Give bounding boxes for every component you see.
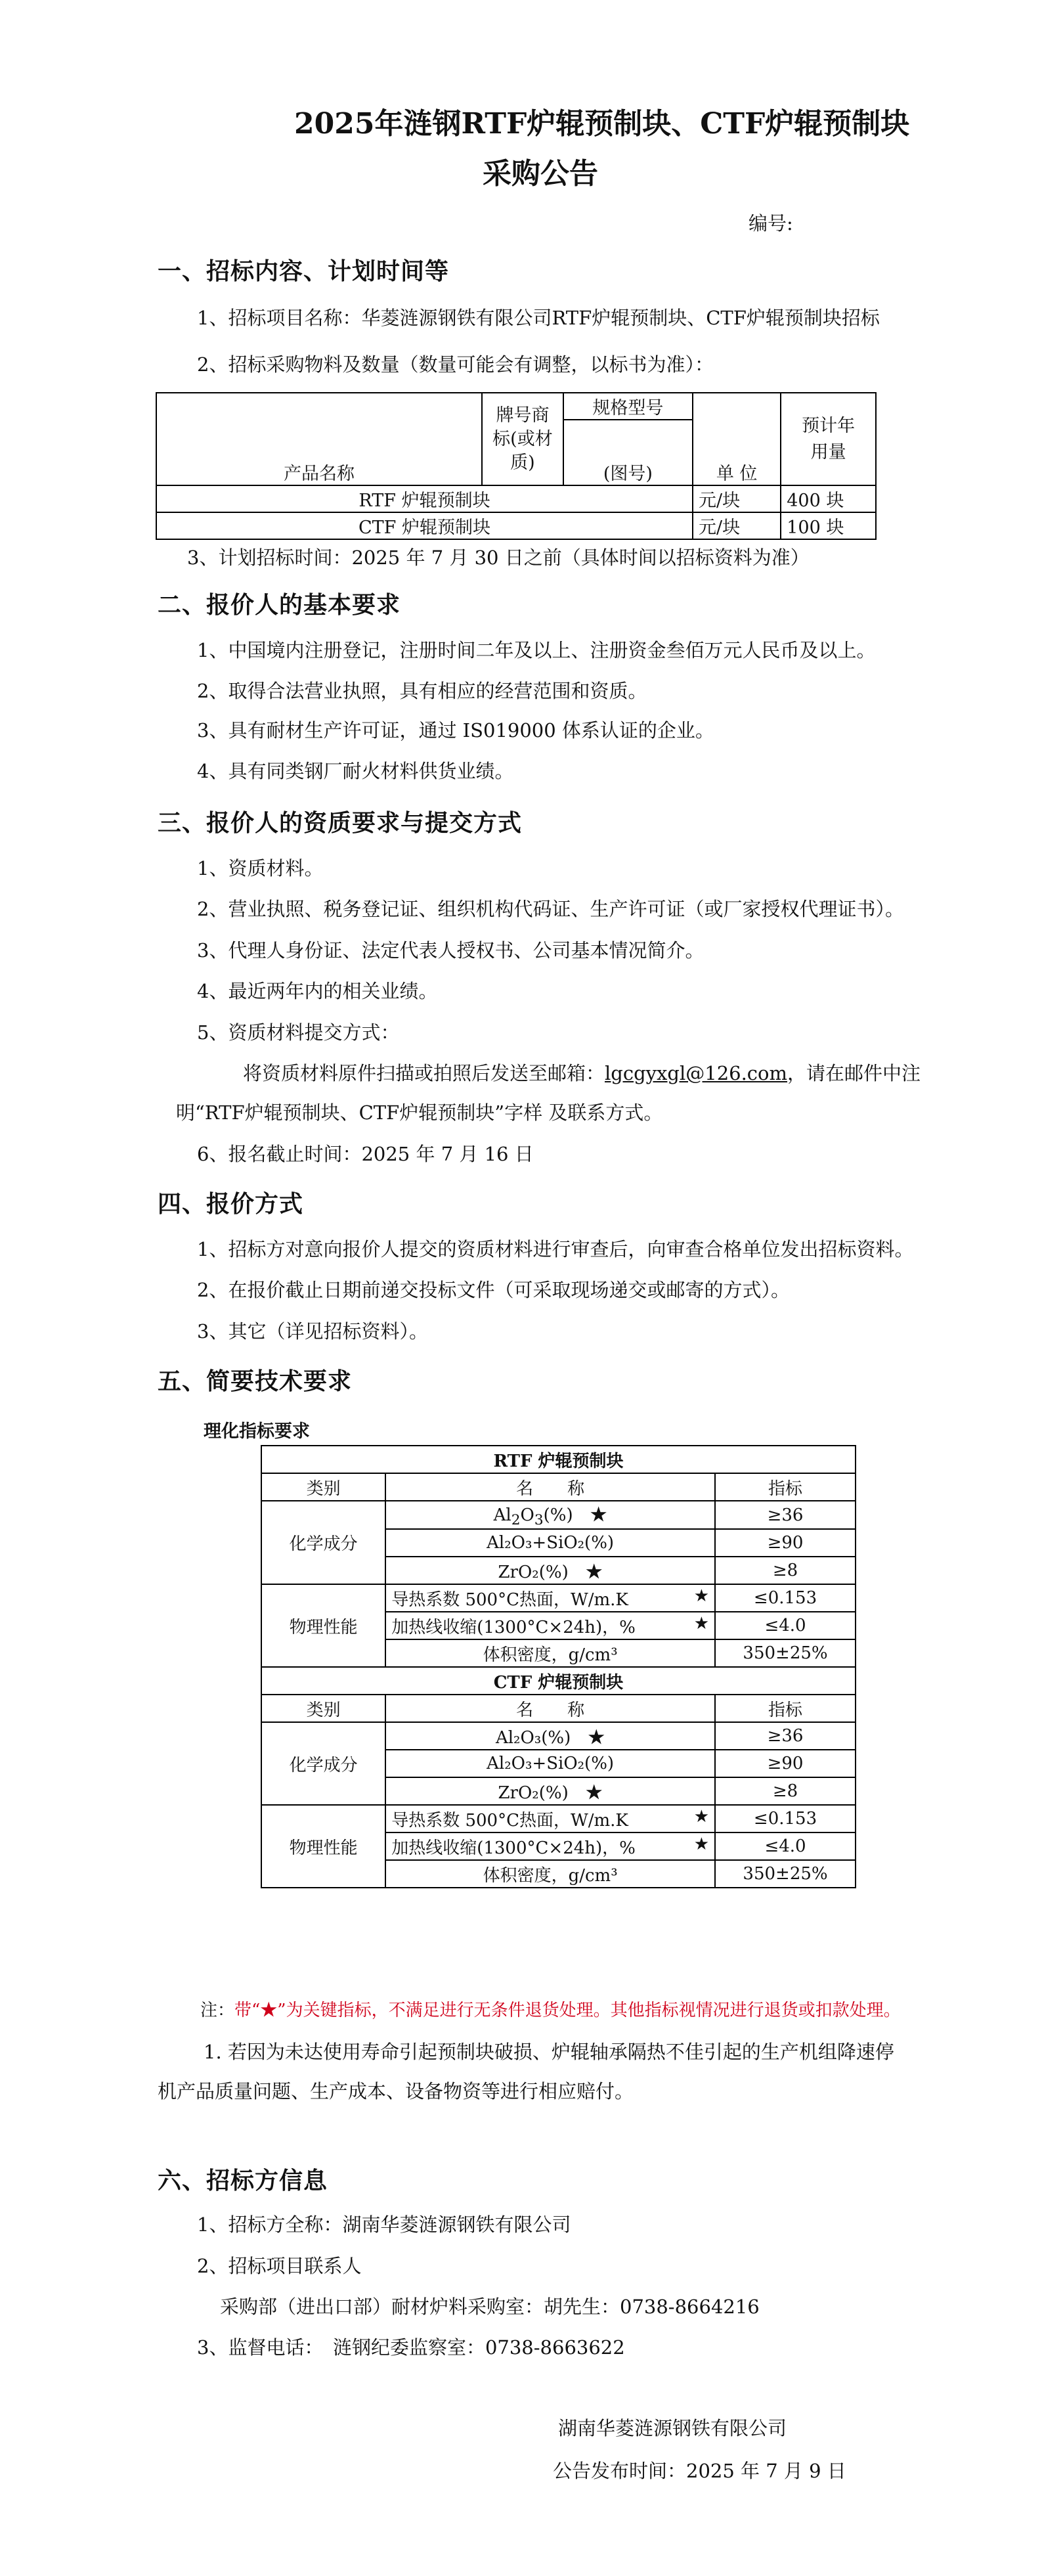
rtf-r5-name: 体积密度，g/cm³	[385, 1639, 715, 1667]
col-spec-mid	[563, 420, 693, 459]
ctf-h-idx: 指标	[715, 1695, 856, 1722]
rtf-r5-val: 350±25%	[715, 1639, 856, 1667]
col-brand	[482, 393, 563, 485]
s3-item-2: 2、营业执照、税务登记证、组织机构代码证、生产许可证（或厂家授权代理证书）。	[197, 898, 904, 920]
rtf-chem: 化学成分	[261, 1501, 385, 1584]
contact-line: 采购部（进出口部）耐材炉料采购室：胡先生：0738-8664216	[220, 2296, 760, 2318]
submit-instructions	[243, 1059, 921, 1086]
col-spec: 规格型号	[563, 393, 693, 420]
col-unit: 单 位	[693, 393, 781, 485]
rtf-r0-n2: O	[520, 1505, 534, 1525]
materials-table	[156, 392, 877, 540]
rtf-r0-s1: 2	[511, 1512, 521, 1529]
rtf-r4-text: 加热线收缩(1300°C×24h)，%	[391, 1617, 636, 1637]
s3-item-5: 5、资质材料提交方式：	[197, 1021, 400, 1044]
rtf-r3-val: ≤0.153	[715, 1584, 856, 1612]
submit-post: ，请在邮件中注	[787, 1062, 921, 1084]
s4-item-1: 1、招标方对意向报价人提交的资质材料进行审查后，向审查合格单位发出招标资料。	[197, 1238, 914, 1260]
compensation-para-1: 1. 若因为未达使用寿命引起预制块破损、炉辊轴承隔热不佳引起的生产机组降速停	[204, 2041, 894, 2063]
ctf-r3-text: 导热系数 500°C热面，W/m.K	[391, 1810, 628, 1831]
section-4-heading: 四、报价方式	[158, 1190, 304, 1218]
submit-pre: 将资质材料原件扫描或拍照后发送至邮箱：	[243, 1062, 605, 1084]
ctf-r4-star: ★	[693, 1834, 710, 1854]
rtf-r1-val: ≥90	[715, 1529, 856, 1557]
ctf-chem: 化学成分	[261, 1722, 385, 1805]
s1-item-3: 3、计划招标时间：2025 年 7 月 30 日之前（具体时间以招标资料为准）	[187, 546, 810, 569]
col-product-name: 产品名称	[156, 393, 482, 485]
footer-company: 湖南华菱涟源钢铁有限公司	[558, 2417, 787, 2439]
row-ctf-qty: 100 块	[781, 512, 876, 539]
s6-item-3: 3、监督电话： 涟钢纪委监察室：0738-8663622	[197, 2336, 625, 2359]
page-subtitle: 采购公告	[483, 157, 598, 190]
rtf-r4-val: ≤4.0	[715, 1612, 856, 1639]
col-qty-l1: 预计年	[802, 415, 856, 436]
ctf-r3-name	[385, 1805, 715, 1832]
ctf-r3-star: ★	[693, 1806, 710, 1827]
s2-item-3: 3、具有耐材生产许可证，通过 IS019000 体系认证的企业。	[197, 719, 714, 742]
row-rtf-name: RTF 炉辊预制块	[156, 485, 693, 512]
row-ctf-name: CTF 炉辊预制块	[156, 512, 693, 539]
rtf-r2-text: ZrO₂(%)	[498, 1562, 569, 1582]
ctf-h-cat: 类别	[261, 1695, 385, 1722]
s6-item-2: 2、招标项目联系人	[197, 2255, 362, 2277]
spec-subheading: 理化指标要求	[204, 1421, 310, 1442]
s3-item-3: 3、代理人身份证、法定代表人授权书、公司基本情况简介。	[197, 939, 705, 962]
rtf-phys: 物理性能	[261, 1584, 385, 1667]
col-qty	[781, 393, 876, 485]
rtf-r4-star: ★	[693, 1613, 710, 1633]
ctf-r5-val: 350±25%	[715, 1860, 856, 1888]
rtf-r0-val: ≥36	[715, 1501, 856, 1529]
number-label: 编号:	[749, 212, 793, 234]
ctf-h-name: 名 称	[385, 1695, 715, 1722]
s3-item-6: 6、报名截止时间：2025 年 7 月 16 日	[197, 1143, 534, 1165]
rtf-h-name: 名 称	[385, 1473, 715, 1501]
section-5-heading: 五、简要技术要求	[158, 1367, 353, 1395]
rtf-r0-n1: Al	[493, 1505, 511, 1525]
s2-item-4: 4、具有同类钢厂耐火材料供货业绩。	[197, 760, 514, 782]
ctf-r3-val: ≤0.153	[715, 1805, 856, 1832]
rtf-r0-name	[385, 1501, 715, 1529]
rtf-r1-name: Al₂O₃+SiO₂(%)	[385, 1529, 715, 1557]
row-rtf-qty: 400 块	[781, 485, 876, 512]
rtf-r0-star: ★	[590, 1505, 607, 1525]
col-brand-l1: 牌号商	[496, 405, 550, 426]
col-spec-2: (图号)	[563, 459, 693, 485]
s1-item-2: 2、招标采购物料及数量（数量可能会有调整，以标书为准）：	[197, 353, 714, 376]
s4-item-2: 2、在报价截止日期前递交投标文件（可采取现场递交或邮寄的方式）。	[197, 1279, 790, 1301]
rtf-r0-s2: 3	[534, 1512, 544, 1529]
ctf-r4-val: ≤4.0	[715, 1832, 856, 1860]
row-ctf-unit: 元/块	[693, 512, 781, 539]
ctf-r0-star: ★	[588, 1727, 605, 1748]
ctf-r2-star: ★	[585, 1783, 603, 1803]
rtf-r4-name	[385, 1612, 715, 1639]
compensation-para-2: 机产品质量问题、生产成本、设备物资等进行相应赔付。	[158, 2080, 634, 2102]
note-red-text: 带“★”为关键指标，不满足进行无条件退货处理。其他指标视情况进行退货或扣款处理。	[234, 2001, 901, 2020]
col-qty-l2: 用量	[810, 441, 846, 462]
ctf-r2-text: ZrO₂(%)	[498, 1783, 569, 1803]
spec-note	[200, 1997, 901, 2021]
s2-item-1: 1、中国境内注册登记，注册时间二年及以上、注册资金叁佰万元人民币及以上。	[197, 639, 876, 661]
email-link[interactable]: lgcgyxgl@126.com	[605, 1062, 788, 1084]
spec-table	[261, 1445, 856, 1888]
rtf-r2-val: ≥8	[715, 1557, 856, 1584]
s2-item-2: 2、取得合法营业执照，具有相应的经营范围和资质。	[197, 680, 647, 702]
s3-item-4: 4、最近两年内的相关业绩。	[197, 980, 438, 1002]
note-label: 注：	[200, 2001, 235, 2020]
ctf-title: CTF 炉辊预制块	[261, 1667, 856, 1695]
rtf-r3-name	[385, 1584, 715, 1612]
rtf-h-idx: 指标	[715, 1473, 856, 1501]
section-2-heading: 二、报价人的基本要求	[158, 591, 401, 619]
ctf-r0-val: ≥36	[715, 1722, 856, 1750]
col-brand-l2: 标(或材	[492, 428, 553, 449]
ctf-r2-val: ≥8	[715, 1777, 856, 1805]
rtf-title: RTF 炉辊预制块	[261, 1446, 856, 1473]
ctf-r4-name	[385, 1832, 715, 1860]
ctf-r4-text: 加热线收缩(1300°C×24h)，%	[391, 1838, 636, 1858]
s3-item-1: 1、资质材料。	[197, 857, 324, 879]
ctf-r0-name	[385, 1722, 715, 1750]
rtf-r2-name	[385, 1557, 715, 1584]
ctf-r0-text: Al₂O₃(%)	[495, 1727, 571, 1748]
footer-date: 公告发布时间：2025 年 7 月 9 日	[553, 2460, 846, 2482]
rtf-r2-star: ★	[585, 1562, 603, 1582]
s4-item-3: 3、其它（详见招标资料）。	[197, 1320, 428, 1343]
row-rtf-unit: 元/块	[693, 485, 781, 512]
submit-line-2: 明“RTF炉辊预制块、CTF炉辊预制块”字样 及联系方式。	[176, 1101, 663, 1124]
ctf-r1-name: Al₂O₃+SiO₂(%)	[385, 1750, 715, 1777]
section-6-heading: 六、招标方信息	[158, 2167, 328, 2194]
page-title: 2025年涟钢RTF炉辊预制块、CTF炉辊预制块	[294, 107, 910, 141]
section-1-heading: 一、招标内容、计划时间等	[158, 257, 450, 285]
rtf-r3-text: 导热系数 500°C热面，W/m.K	[391, 1589, 628, 1610]
ctf-r2-name	[385, 1777, 715, 1805]
s6-item-1: 1、招标方全称：湖南华菱涟源钢铁有限公司	[197, 2213, 571, 2236]
s1-item-1: 1、招标项目名称：华菱涟源钢铁有限公司RTF炉辊预制块、CTF炉辊预制块招标	[197, 307, 880, 329]
rtf-h-cat: 类别	[261, 1473, 385, 1501]
section-3-heading: 三、报价人的资质要求与提交方式	[158, 809, 523, 837]
rtf-r3-star: ★	[693, 1586, 710, 1606]
ctf-r1-val: ≥90	[715, 1750, 856, 1777]
ctf-r5-name: 体积密度，g/cm³	[385, 1860, 715, 1888]
rtf-r0-n3: (%)	[543, 1505, 573, 1525]
col-brand-l3: 质)	[510, 452, 535, 473]
ctf-phys: 物理性能	[261, 1805, 385, 1888]
